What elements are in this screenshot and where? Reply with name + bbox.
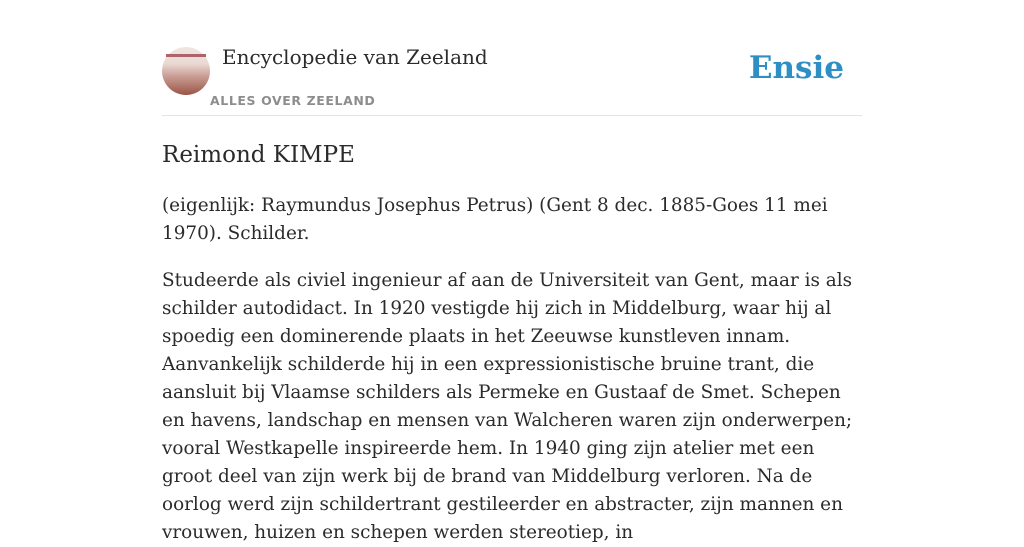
article <box>162 140 862 547</box>
article-paragraph: (eigenlijk: Raymundus Josephus Petrus) (Gent 8 dec. 1885-Goes 11 mei 1970). Schilder. <box>162 195 828 244</box>
site-title[interactable]: Encyclopedie van Zeeland <box>222 45 488 69</box>
article-paragraph: Studeerde als civiel ingenieur af aan de Universiteit van Gent, maar is als schilder autodidact. In 1920 vestigde hij zich in Middelburg, waar hij al spoedig een dominerende plaats in het Zeeuwse kunstleven innam. Aanvankelijk schilderde hij in een expressionistische bruine trant, die aansluit bij Vlaamse schilders als Permeke en Gustaaf de Smet. Schepen en havens, landschap en mensen van Walcheren waren zijn onderwerpen; vooral Westkapelle inspireerde hem. In 1940 ging zijn atelier met een groot deel van zijn werk bij de brand van Middelburg verloren. Na de oorlog werd zijn schildertrant gestileerder en abstracter, zijn mannen en vrouwen, huizen en schepen werden stereotiep, in <box>162 270 853 543</box>
avatar-detail <box>166 54 206 57</box>
site-header <box>162 0 862 116</box>
brand-logo[interactable]: Ensie <box>748 50 844 86</box>
site-logo-avatar[interactable] <box>162 47 210 95</box>
article-title: Reimond KIMPE <box>162 142 355 168</box>
site-subtitle: ALLES OVER ZEELAND <box>210 93 376 108</box>
